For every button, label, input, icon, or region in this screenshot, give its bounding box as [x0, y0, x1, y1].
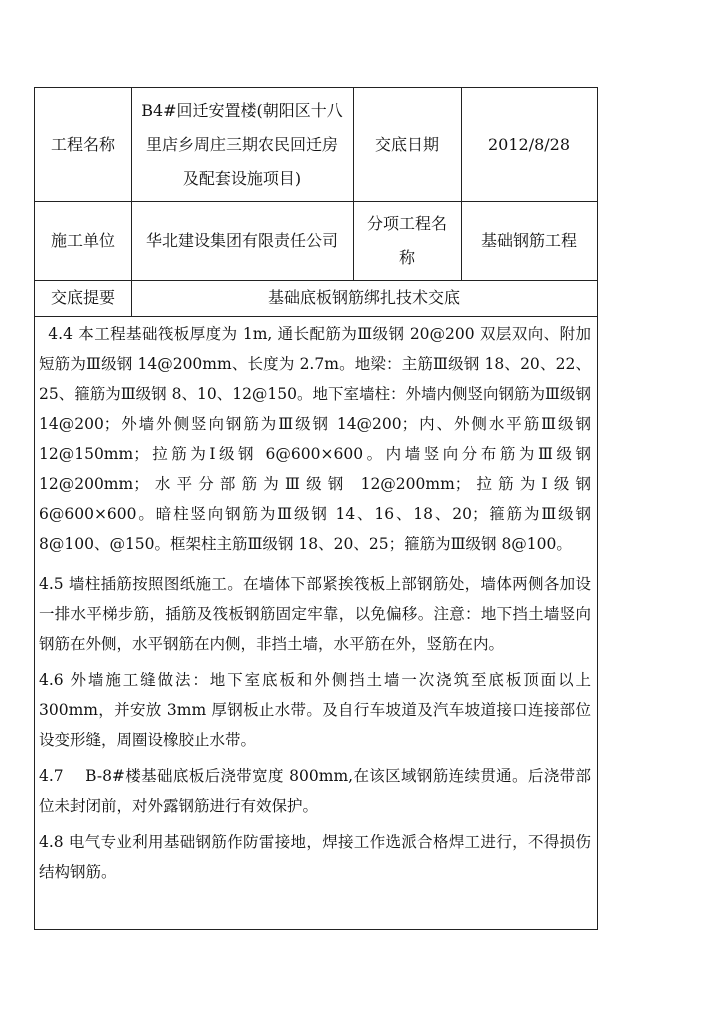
- summary-value-text: 基础底板钢筋绑扎技术交底: [267, 288, 460, 307]
- project-name-value: [131, 88, 353, 201]
- date-value: [461, 88, 597, 201]
- project-name-line-2: 里店乡周庄三期农民回迁房: [145, 134, 338, 154]
- contractor-label-text: 施工单位: [50, 230, 115, 250]
- date-value-text: 2012/8/28: [487, 134, 571, 154]
- contractor-value: [131, 201, 353, 280]
- project-name-line-1: B4#回迁安置楼(朝阳区十八: [141, 100, 343, 120]
- contractor-label: [35, 201, 131, 280]
- clause-4-4: 4.4 本工程基础筏板厚度为 1m, 通长配筋为Ⅲ级钢 20@200 双层双向、附加短筋为Ⅲ级钢 14@200mm、长度为 2.7m。地梁：主筋Ⅲ级钢 18、20、22、25、箍筋为Ⅲ级钢 8、10、12@150。地下室墙柱：外墙内侧竖向钢筋为Ⅲ级钢 14@200；外墙外侧竖向钢筋为Ⅲ级钢 14@200；内、外侧水平筋Ⅲ级钢 12@150mm；拉筋为Ⅰ级钢 6@600×600。内墙竖向分布筋为Ⅲ级钢 12@200mm；水平分部筋为Ⅲ级钢 12@200mm；拉筋为Ⅰ级钢 6@600×600。暗柱竖向钢筋为Ⅲ级钢 14、16、18、20；箍筋为Ⅲ级钢 8@100、@150。框架柱主筋Ⅲ级钢 18、20、25；箍筋为Ⅲ级钢 8@100。: [39, 325, 591, 553]
- clause-4-8: 4.8 电气专业利用基础钢筋作防雷接地，焊接工作选派合格焊工进行，不得损伤结构钢筋。: [39, 833, 591, 881]
- date-label-text: 交底日期: [374, 134, 439, 154]
- disclosure-form-table: [34, 87, 598, 930]
- project-name-label-text: 工程名称: [50, 134, 115, 154]
- contractor-value-text: 华北建设集团有限责任公司: [145, 230, 338, 250]
- project-name-line-3: 及配套设施项目): [182, 168, 302, 188]
- sub-project-label: [353, 201, 461, 280]
- sub-project-label-line-1: 分项工程名: [366, 213, 447, 233]
- clause-4-7: 4.7 B-8#楼基础底板后浇带宽度 800mm,在该区域钢筋连续贯通。后浇带部位未封闭前，对外露钢筋进行有效保护。: [39, 767, 591, 815]
- summary-value: [131, 280, 597, 316]
- summary-label: [35, 280, 131, 316]
- summary-label-text: 交底提要: [50, 288, 115, 307]
- row-divider: [35, 316, 597, 317]
- date-label: [353, 88, 461, 201]
- sub-project-value-text: 基础钢筋工程: [480, 230, 577, 250]
- clause-4-6: 4.6 外墙施工缝做法：地下室底板和外侧挡土墙一次浇筑至底板顶面以上 300mm，并安放 3mm 厚钢板止水带。及自行车坡道及汽车坡道接口连接部位设变形缝，周圈设橡胶止水带。: [39, 671, 591, 749]
- sub-project-label-line-2: 称: [398, 247, 415, 267]
- sub-project-value: [461, 201, 597, 280]
- disclosure-content: [39, 319, 591, 893]
- clause-4-5: 4.5 墙柱插筋按照图纸施工。在墙体下部紧挨筏板上部钢筋处，墙体两侧各加设一排水平梯步筋，插筋及筏板钢筋固定牢靠，以免偏移。注意：地下挡土墙竖向钢筋在外侧，水平钢筋在内侧，非挡土墙，水平筋在外，竖筋在内。: [39, 575, 591, 653]
- project-name-label: [35, 88, 131, 201]
